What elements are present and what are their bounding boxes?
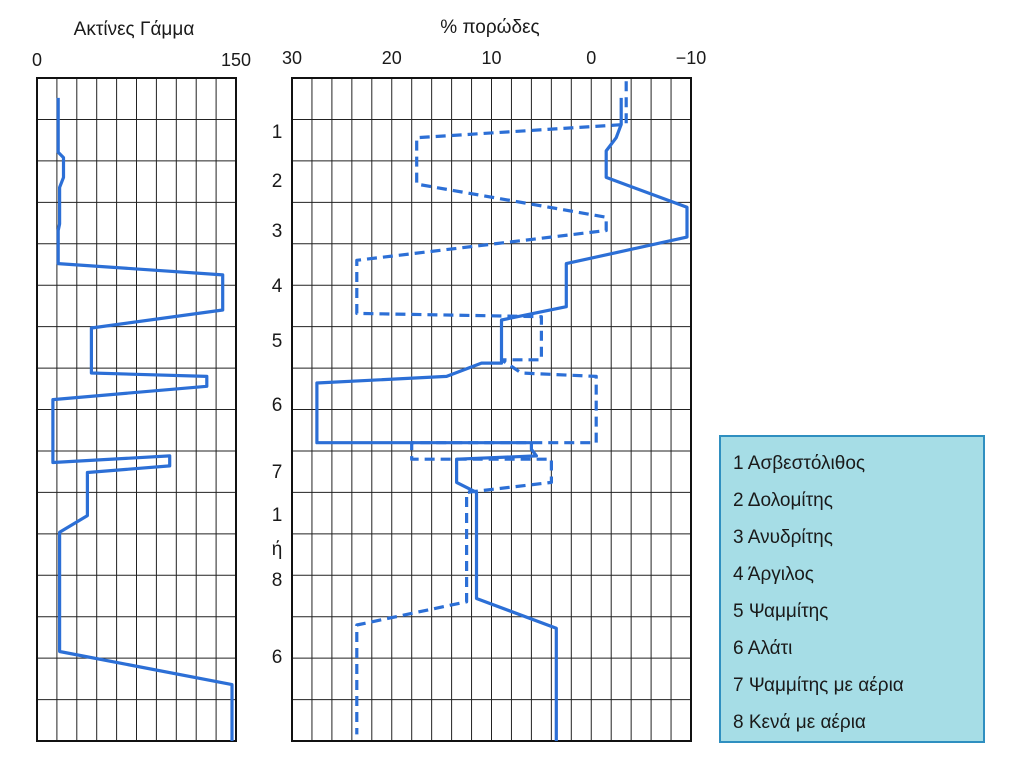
legend-item: 3 Ανυδρίτης	[733, 527, 833, 548]
zone-label: 1	[271, 122, 283, 143]
zone-label: 7	[271, 462, 283, 483]
x-tick-label: −10	[675, 48, 707, 68]
legend-item: 2 Δολομίτης	[733, 490, 833, 511]
x-tick-label: 10	[481, 48, 502, 68]
legend-item: 5 Ψαμμίτης	[733, 601, 829, 622]
x-tick-label: 20	[381, 48, 402, 68]
x-tick-label: 0	[586, 48, 597, 68]
legend-item: 8 Κενά με αέρια	[733, 712, 866, 733]
gamma-panel-title: Ακτίνες Γάμμα	[73, 19, 195, 40]
legend-item: 6 Αλάτι	[733, 638, 793, 659]
x-tick-label: 30	[281, 48, 303, 68]
legend-item: 1 Ασβεστόλιθος	[733, 453, 866, 474]
porosity-panel-title: % πορώδες	[440, 17, 540, 38]
zone-label: 6	[271, 647, 283, 668]
zone-label: 6	[271, 395, 283, 416]
legend-item: 4 Άργιλος	[733, 564, 814, 585]
zone-label: 1	[271, 505, 283, 526]
zone-label: 5	[271, 331, 283, 352]
zone-label: 3	[271, 221, 283, 242]
zone-label: 8	[271, 570, 283, 591]
gamma-ray-curve	[53, 98, 232, 741]
x-tick-label: 150	[220, 50, 252, 70]
x-tick-label: 0	[31, 50, 43, 70]
legend-item: 7 Ψαμμίτης με αέρια	[733, 675, 904, 696]
zone-label: ή	[271, 539, 283, 560]
lithology-legend	[719, 435, 985, 743]
zone-label: 2	[271, 171, 283, 192]
zone-label: 4	[271, 276, 283, 297]
